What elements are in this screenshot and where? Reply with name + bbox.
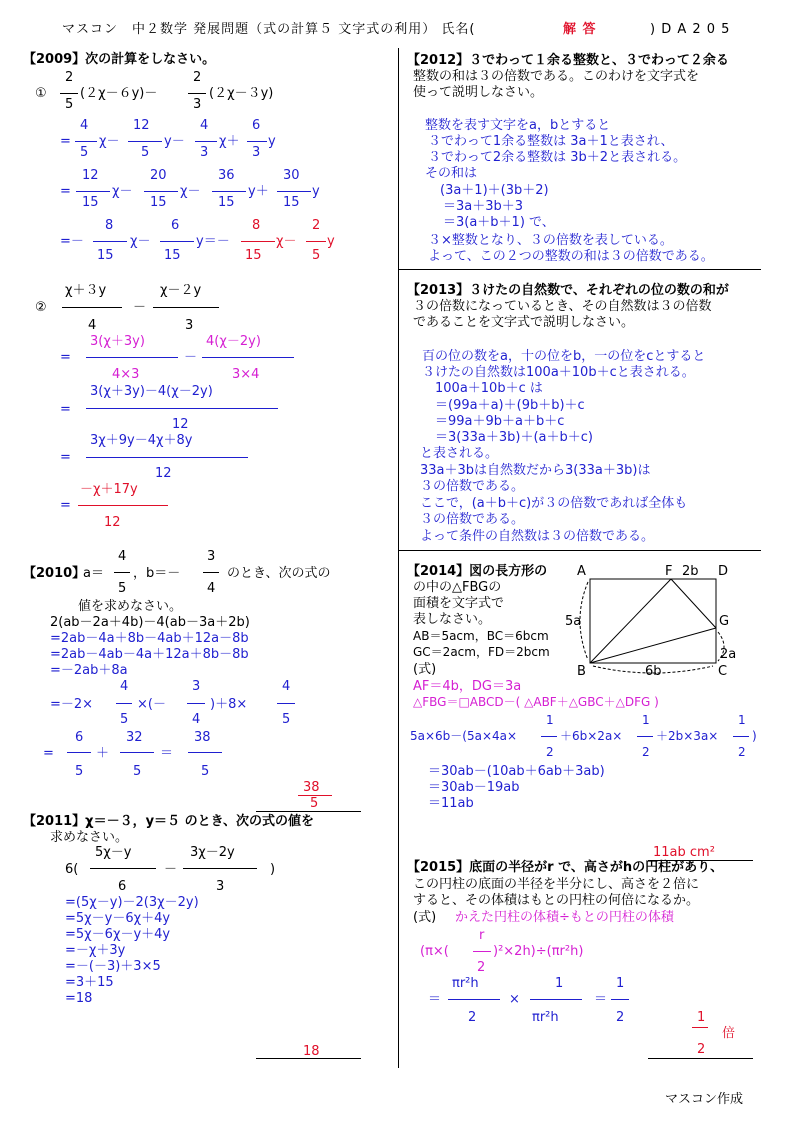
fraction-denominator: 3×4 [232, 367, 260, 382]
fraction-numerator: 4 [200, 118, 209, 133]
solution-line: ３×整数となり、３の倍数を表している。 [428, 233, 673, 248]
point-label-d: D [718, 564, 729, 579]
section-divider [399, 550, 761, 551]
problem-2014-text: の中の△FBGの [413, 580, 502, 595]
fraction-bar [128, 141, 162, 142]
problem-2010-label: 【2010】 [23, 566, 86, 581]
fraction-numerator: 4 [118, 549, 127, 564]
problem-2012-text: 使って説明しなさい。 [413, 85, 544, 100]
fraction-numerator: 1 [555, 976, 564, 991]
fraction-numerator: 3 [207, 549, 216, 564]
math-operator: × [509, 992, 520, 1007]
fraction-denominator: 5 [141, 145, 150, 160]
fraction-numerator: 4 [80, 118, 89, 133]
solution-line: ３でわって1余る整数は 3a＋1と表され、 [428, 134, 674, 149]
math-operator: － [184, 350, 198, 365]
page-title: マスコン 中２数学 発展問題（式の計算５ 文字式の利用） 氏名( [62, 22, 476, 37]
math-term: (２χ－３y) [209, 86, 274, 101]
equals-sign: = [60, 134, 71, 149]
fraction-bar [160, 241, 194, 242]
fraction-numerator: 6 [75, 730, 84, 745]
fraction-numerator: 6 [252, 118, 261, 133]
fraction-bar [76, 191, 110, 192]
problem-2013-text: であることを文字式で説明しなさい。 [413, 315, 635, 330]
problem-2015-label: 【2015】底面の半径がr で、高さがhの円柱があり、 [407, 860, 724, 875]
equals-sign: = [60, 498, 71, 513]
fraction-bar [75, 141, 97, 142]
fraction-bar [78, 505, 168, 506]
condition-text: a＝ [83, 566, 104, 581]
segment-bf [590, 579, 671, 663]
problem-2013-label: 【2013】３けたの自然数で、それぞれの位の数の和が [407, 283, 729, 298]
q2-number: ② [35, 300, 47, 315]
point-label-c: C [718, 664, 728, 679]
answer-label: 解 答 [563, 22, 597, 37]
fraction-bar [188, 93, 206, 94]
fraction-denominator: 15 [82, 195, 99, 210]
math-term: ＋6b×2a× [560, 729, 623, 743]
fraction-denominator: 15 [97, 248, 114, 263]
solution-line: ＝(99a＋a)＋(9b＋b)＋c [435, 398, 585, 413]
formula-label: (式) [413, 662, 437, 677]
solution-line: ３でわって2余る整数は 3b＋2と表される。 [428, 150, 687, 165]
segment-fg [671, 579, 716, 628]
fraction-numerator: 2 [193, 70, 202, 85]
fraction-bar [473, 951, 491, 952]
answer-denominator: 5 [310, 796, 319, 811]
math-term: )²×2h)÷(πr²h) [493, 944, 584, 959]
q1-number: ① [35, 86, 47, 101]
math-term: (２χ－６y)－ [80, 86, 158, 101]
answer-underline [648, 1058, 753, 1059]
answer-numerator: 38 [303, 780, 320, 795]
length-label-5a: 5a [565, 614, 582, 629]
problem-2015-text: この円柱の底面の半径を半分にし、高さを２倍に [413, 877, 700, 892]
fraction-bar [187, 703, 205, 704]
math-term: χ－ [130, 234, 151, 249]
fraction-numerator: 1 [642, 713, 650, 727]
math-term: 6( [65, 862, 79, 877]
math-term: ×(－ [137, 697, 166, 712]
fraction-denominator: 4×3 [112, 367, 140, 382]
length-label-6b: 6b [645, 664, 662, 679]
answer-numerator: 1 [697, 1010, 706, 1025]
fraction-numerator: 6 [171, 218, 180, 233]
segment-bg [590, 628, 716, 663]
solution-line: 33a＋3bは自然数だから3(33a＋3b)は [420, 463, 651, 478]
answer-value: 18 [303, 1044, 320, 1059]
math-operator: ＝ [160, 746, 174, 761]
fraction-numerator: 4(χ－2y) [206, 334, 261, 349]
fraction-bar [448, 999, 500, 1000]
answer-denominator: 2 [697, 1042, 706, 1057]
fraction-denominator: 4 [88, 318, 97, 333]
fraction-numerator: πr²h [452, 976, 479, 991]
given-condition: AB＝5acm，BC＝6bcm [413, 629, 549, 643]
fraction-denominator: 3 [185, 318, 194, 333]
math-term: ＋2b×3a× [656, 729, 719, 743]
problem-2011-label: 【2011】χ＝－３，y＝５ のとき、次の式の値を [23, 814, 315, 829]
fraction-numerator: 12 [82, 168, 99, 183]
fraction-bar [637, 736, 653, 737]
fraction-denominator: 2 [468, 1010, 477, 1025]
solution-line: ＝30ab－(10ab＋6ab＋3ab) [428, 764, 605, 779]
fraction-denominator: 2 [477, 960, 486, 975]
solution-line: ここで，(a＋b＋c)が３の倍数であれば全体も [420, 496, 688, 511]
fraction-numerator: 2 [65, 70, 74, 85]
math-term: χ－ [112, 184, 133, 199]
solution-line: 整数を表す文字をa，bとすると [425, 118, 611, 133]
fraction-bar [733, 736, 749, 737]
fraction-denominator: 5 [312, 248, 321, 263]
math-term: χ－ [180, 184, 201, 199]
problem-2014-text: 面積を文字式で [413, 596, 505, 611]
solution-line: 100a＋10b＋c は [435, 381, 543, 396]
fraction-bar [195, 141, 217, 142]
solution-line: よって条件の自然数は３の倍数である。 [420, 529, 655, 544]
fraction-numerator: 2 [312, 218, 321, 233]
fraction-bar [203, 572, 219, 573]
fraction-denominator: 12 [172, 417, 189, 432]
fraction-bar [114, 572, 130, 573]
solution-line: ３の倍数である。 [420, 479, 525, 494]
fraction-denominator: 3 [193, 97, 202, 112]
fraction-denominator: 5 [80, 145, 89, 160]
fraction-denominator: 15 [150, 195, 167, 210]
fraction-denominator: 2 [546, 745, 554, 759]
math-term: y－ [164, 134, 185, 149]
fraction-denominator: 12 [104, 515, 121, 530]
fraction-bar [67, 752, 91, 753]
fraction-bar [62, 307, 122, 308]
work-line: =3＋15 [65, 975, 114, 990]
fraction-bar [692, 1027, 708, 1028]
fraction-denominator: 5 [133, 764, 142, 779]
answer-underline [256, 811, 361, 812]
work-line: =2ab－4a＋8b－4ab＋12a－8b [50, 631, 249, 646]
solution-line: ＝30ab－19ab [428, 780, 520, 795]
fraction-bar [306, 241, 326, 242]
fraction-numerator: 30 [283, 168, 300, 183]
fraction-denominator: 6 [118, 879, 127, 894]
math-term: χ＋ [219, 134, 240, 149]
fraction-denominator: 3 [216, 879, 225, 894]
solution-line: ３の倍数である。 [420, 512, 525, 527]
math-term: ) [752, 729, 757, 743]
math-term: y＝－ [196, 234, 230, 249]
fraction-bar [183, 868, 257, 869]
fraction-denominator: 3 [252, 145, 261, 160]
equals-sign: = [60, 402, 71, 417]
math-term: )＋8× [210, 697, 248, 712]
problem-2009-label: 【2009】次の計算をしなさい。 [23, 52, 216, 67]
given-condition: GC＝2acm，FD＝2bcm [413, 645, 550, 659]
fraction-numerator: χ＋３y [65, 283, 107, 298]
fraction-numerator: －χ＋17y [80, 482, 138, 497]
fraction-denominator: 2 [616, 1010, 625, 1025]
fraction-numerator: 1 [738, 713, 746, 727]
work-line: =－2ab＋8a [50, 663, 128, 678]
work-line: =－χ＋3y [65, 943, 126, 958]
math-term: χ－ [276, 234, 297, 249]
length-label-2a: 2a [720, 647, 737, 662]
fraction-denominator: 15 [218, 195, 235, 210]
fraction-bar [153, 307, 219, 308]
fraction-denominator: 12 [155, 466, 172, 481]
solution-line: △FBG＝□ABCD－( △ABF＋△GBC＋△DFG ) [413, 695, 659, 709]
math-term: (π×( [420, 944, 449, 959]
work-line: =(5χ－y)－2(3χ－2y) [65, 895, 199, 910]
fraction-denominator: 15 [283, 195, 300, 210]
formula-label: (式) [413, 910, 437, 925]
point-label-b: B [577, 664, 586, 679]
fraction-numerator: 4 [120, 679, 129, 694]
condition-text: ，b＝－ [133, 566, 181, 581]
solution-line: 百の位の数をa，十の位をb，一の位をcとすると [422, 349, 706, 364]
work-line: =－2× [50, 697, 94, 712]
solution-line: その和は [425, 166, 478, 181]
fraction-numerator: 1 [616, 976, 625, 991]
footer-credit: マスコン作成 [665, 1092, 744, 1107]
fraction-bar [241, 241, 275, 242]
fraction-bar [277, 191, 311, 192]
problem-2011-text: 求めなさい。 [50, 830, 129, 845]
fraction-bar [530, 999, 582, 1000]
fraction-denominator: 3 [200, 145, 209, 160]
fraction-numerator: 3 [192, 679, 201, 694]
fraction-bar [86, 457, 248, 458]
math-operator: － [164, 862, 178, 877]
math-term: y [327, 234, 335, 249]
equals-sign: ＝ [594, 992, 608, 1007]
fraction-denominator: 5 [75, 764, 84, 779]
fraction-numerator: 3χ－2y [190, 845, 235, 860]
fraction-numerator: 3χ＋9y－4χ＋8y [90, 433, 193, 448]
math-term: y＋ [248, 184, 269, 199]
fraction-bar [93, 241, 127, 242]
math-term: y [268, 134, 276, 149]
math-term: ) [270, 862, 276, 877]
fraction-bar [144, 191, 178, 192]
solution-line: よって、この２つの整数の和は３の倍数である。 [428, 249, 714, 264]
fraction-numerator: 5χ－y [95, 845, 132, 860]
work-line: =18 [65, 991, 93, 1006]
point-label-a: A [577, 564, 586, 579]
solution-line: ＝99a＋9b＋a＋b＋c [435, 414, 565, 429]
answer-value: 11ab cm² [653, 845, 715, 860]
fraction-bar [541, 736, 557, 737]
fraction-numerator: 8 [252, 218, 261, 233]
fraction-denominator: 2 [738, 745, 746, 759]
fraction-bar [247, 141, 267, 142]
fraction-numerator: 1 [546, 713, 554, 727]
solution-line: ＝11ab [428, 796, 474, 811]
solution-line: ＝3(33a＋3b)＋(a＋b＋c) [435, 430, 593, 445]
solution-line: 5a×6b－(5a×4a× [410, 729, 518, 743]
solution-line: ＝3(a＋b＋1) で、 [443, 215, 555, 230]
work-line: =5χ－y－6χ＋4y [65, 911, 171, 926]
problem-2012-text: 整数の和は３の倍数である。このわけを文字式を [413, 69, 700, 84]
fraction-denominator: 5 [118, 581, 127, 596]
equals-sign: = [43, 746, 54, 761]
problem-2014-text: 表しなさい。 [413, 612, 492, 627]
fraction-bar [120, 752, 154, 753]
fraction-numerator: 36 [218, 168, 235, 183]
fraction-bar [60, 93, 78, 94]
work-line: =5χ－6χ－y＋4y [65, 927, 171, 942]
solution-line: AF＝4b，DG＝3a [413, 679, 522, 694]
problem-2015-text: すると、その体積はもとの円柱の何倍になるか。 [413, 893, 700, 908]
point-label-g: G [719, 614, 730, 629]
condition-text: 値を求めなさい。 [78, 599, 183, 614]
fraction-bar [202, 357, 294, 358]
fraction-bar [86, 408, 278, 409]
fraction-numerator: 20 [150, 168, 167, 183]
fraction-denominator: 5 [282, 712, 291, 727]
equals-sign: =－ [60, 234, 84, 249]
work-line: =2ab－4ab－4a＋12a＋8b－8b [50, 647, 249, 662]
solution-line: と表される。 [420, 446, 499, 461]
fraction-denominator: πr²h [532, 1010, 559, 1025]
fraction-bar [188, 752, 222, 753]
fraction-bar [116, 703, 132, 704]
fraction-numerator: 38 [194, 730, 211, 745]
problem-2014-label: 【2014】図の長方形の [407, 564, 548, 579]
solution-line: (3a＋1)＋(3b＋2) [440, 183, 549, 198]
fraction-bar [86, 357, 178, 358]
fraction-numerator: 32 [126, 730, 143, 745]
fraction-numerator: 4 [282, 679, 291, 694]
work-line: =－(－3)＋3×5 [65, 959, 161, 974]
fraction-bar [277, 703, 295, 704]
fraction-denominator: 4 [207, 581, 216, 596]
fraction-bar [90, 868, 156, 869]
problem-2012-label: 【2012】３でわって１余る整数と、３でわって２余る [407, 53, 729, 68]
fraction-denominator: 5 [120, 712, 129, 727]
fraction-denominator: 5 [65, 97, 74, 112]
page-code: ) D A 2 0 5 [650, 22, 731, 37]
equals-sign: ＝ [428, 992, 442, 1007]
point-label-f: F [665, 564, 673, 579]
fraction-bar [611, 999, 629, 1000]
math-term: χ－ [99, 134, 120, 149]
fraction-numerator: χ－２y [160, 283, 202, 298]
fraction-numerator: r [479, 928, 485, 943]
equals-sign: = [60, 350, 71, 365]
answer-underline [256, 1058, 361, 1059]
fraction-numerator: 8 [105, 218, 114, 233]
solution-line: かえた円柱の体積÷もとの円柱の体積 [455, 910, 674, 925]
equals-sign: = [60, 184, 71, 199]
fraction-denominator: 5 [201, 764, 210, 779]
math-term: y [312, 184, 320, 199]
math-operator: ＋ [96, 746, 110, 761]
solution-line: ３けたの自然数は100a＋10b＋cと表される。 [422, 365, 695, 380]
section-divider [399, 269, 761, 270]
fraction-numerator: 12 [133, 118, 150, 133]
fraction-bar [212, 191, 246, 192]
fraction-numerator: 3(χ＋3y) [90, 334, 145, 349]
fraction-denominator: 2 [642, 745, 650, 759]
math-operator: － [133, 300, 147, 315]
fraction-denominator: 15 [164, 248, 181, 263]
problem-2013-text: ３の倍数になっているとき、その自然数は３の倍数 [413, 299, 712, 314]
fraction-denominator: 15 [245, 248, 262, 263]
fraction-denominator: 4 [192, 712, 201, 727]
solution-line: ＝3a＋3b＋3 [443, 199, 524, 214]
fraction-numerator: 3(χ＋3y)－4(χ－2y) [90, 384, 213, 399]
column-divider [398, 48, 399, 1068]
condition-text: のとき、次の式の [227, 566, 331, 581]
rectangle-abcd [590, 579, 716, 663]
expression: 2(ab－2a＋4b)－4(ab－3a＋2b) [50, 615, 250, 630]
length-label-2b: 2b [682, 564, 699, 579]
equals-sign: = [60, 450, 71, 465]
answer-unit: 倍 [722, 1026, 736, 1041]
